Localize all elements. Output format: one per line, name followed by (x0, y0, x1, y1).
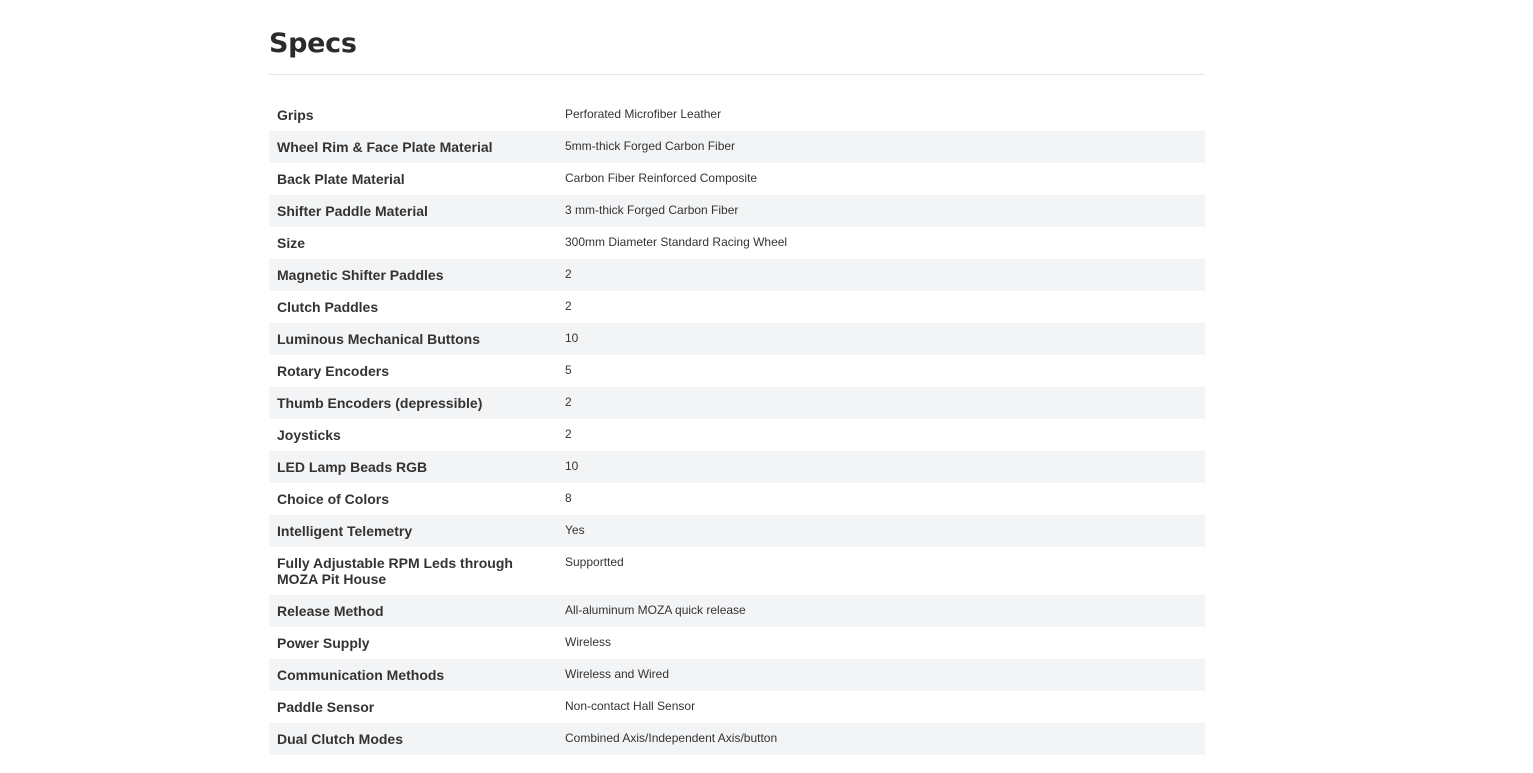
spec-value: 10 (565, 331, 579, 345)
spec-value: Carbon Fiber Reinforced Composite (565, 171, 758, 185)
spec-label: Communication Methods (277, 667, 445, 683)
spec-label: Wheel Rim & Face Plate Material (277, 139, 493, 155)
spec-row-led-lamp-beads (269, 451, 1205, 483)
spec-row-intelligent-telemetry (269, 515, 1205, 547)
spec-label: Magnetic Shifter Paddles (277, 267, 444, 283)
spec-label: Joysticks (277, 427, 341, 443)
spec-row-rotary-encoders (269, 355, 1205, 387)
spec-value: 3 mm-thick Forged Carbon Fiber (565, 203, 739, 217)
spec-value: 5mm-thick Forged Carbon Fiber (565, 139, 736, 153)
spec-row-paddle-sensor (269, 691, 1205, 723)
spec-value: Perforated Microfiber Leather (565, 107, 722, 121)
spec-label: Thumb Encoders (depressible) (277, 395, 483, 411)
spec-label: Grips (277, 107, 314, 123)
spec-row-power-supply (269, 627, 1205, 659)
spec-value: 2 (565, 299, 572, 313)
spec-value: 10 (565, 459, 579, 473)
spec-row-grips (269, 99, 1205, 131)
divider (269, 74, 1205, 75)
spec-value: Supportted (565, 555, 624, 569)
spec-label: Release Method (277, 603, 384, 619)
spec-value: Non-contact Hall Sensor (565, 699, 696, 713)
spec-row-clutch-paddles (269, 291, 1205, 323)
spec-row-joysticks (269, 419, 1205, 451)
spec-label: LED Lamp Beads RGB (277, 459, 428, 475)
spec-value: 2 (565, 427, 572, 441)
spec-label: Luminous Mechanical Buttons (277, 331, 481, 347)
spec-value: 2 (565, 267, 572, 281)
spec-value: Combined Axis/Independent Axis/button (565, 731, 778, 745)
spec-value: All-aluminum MOZA quick release (565, 603, 746, 617)
spec-value: 2 (565, 395, 572, 409)
spec-label: Power Supply (277, 635, 370, 651)
spec-row-communication-methods (269, 659, 1205, 691)
spec-label: Fully Adjustable RPM Leds through MOZA Pit House (277, 555, 513, 587)
spec-row-size (269, 227, 1205, 259)
spec-label: Clutch Paddles (277, 299, 379, 315)
spec-row-choice-of-colors (269, 483, 1205, 515)
spec-row-luminous-buttons (269, 323, 1205, 355)
spec-row-rpm-leds (269, 547, 1205, 595)
spec-row-thumb-encoders (269, 387, 1205, 419)
spec-label: Choice of Colors (277, 491, 390, 507)
spec-label: Dual Clutch Modes (277, 731, 404, 747)
spec-value: 5 (565, 363, 572, 377)
spec-label: Shifter Paddle Material (277, 203, 428, 219)
spec-label: Paddle Sensor (277, 699, 375, 715)
spec-row-shifter-paddle-material (269, 195, 1205, 227)
spec-value: Yes (565, 523, 585, 537)
spec-value: 300mm Diameter Standard Racing Wheel (565, 235, 788, 249)
spec-label: Size (277, 235, 306, 251)
spec-row-wheel-rim-material (269, 131, 1205, 163)
section-title: Specs (269, 28, 357, 59)
spec-value: Wireless (565, 635, 612, 649)
spec-value: Wireless and Wired (565, 667, 670, 681)
spec-row-release-method (269, 595, 1205, 627)
specs-table (269, 99, 1205, 755)
spec-row-back-plate-material (269, 163, 1205, 195)
spec-row-magnetic-shifter-paddles (269, 259, 1205, 291)
spec-label: Intelligent Telemetry (277, 523, 413, 539)
specs-section (269, 0, 1205, 755)
spec-row-dual-clutch-modes (269, 723, 1205, 755)
spec-value: 8 (565, 491, 572, 505)
spec-label: Rotary Encoders (277, 363, 390, 379)
spec-label: Back Plate Material (277, 171, 405, 187)
